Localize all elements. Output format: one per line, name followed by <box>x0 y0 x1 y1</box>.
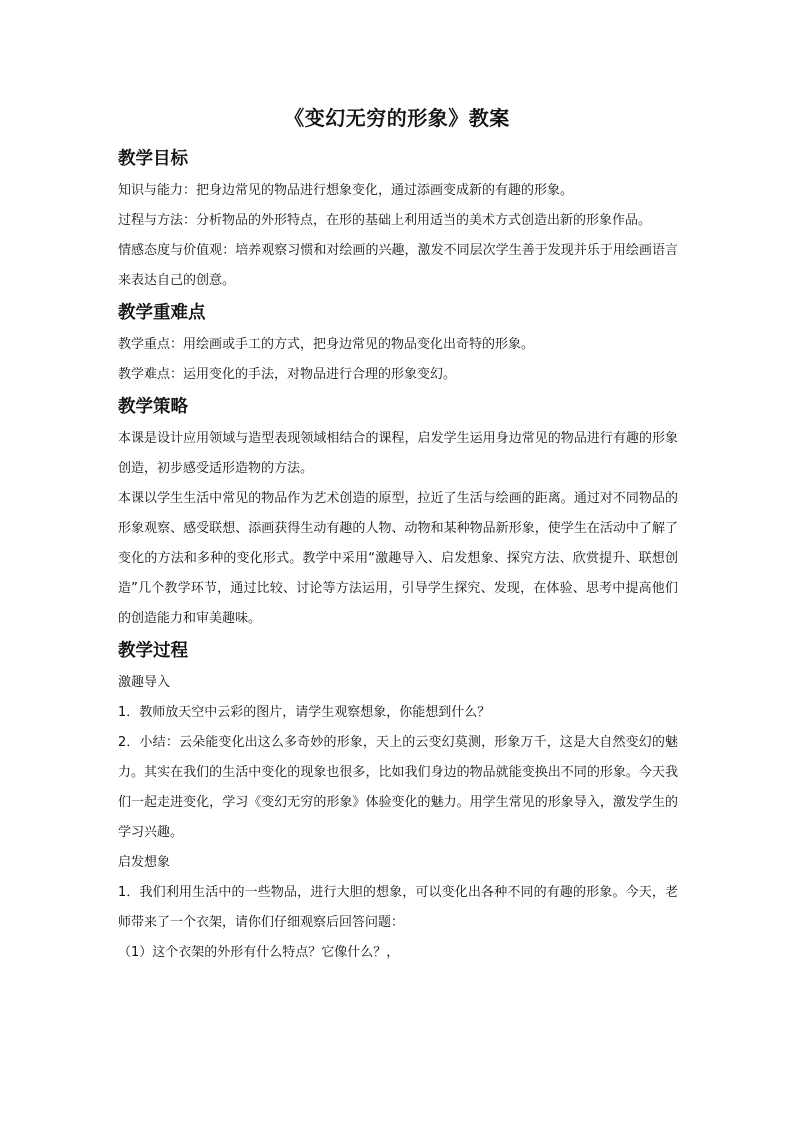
subheading-intro: 激趣导入 <box>118 675 171 690</box>
paragraph: 教学难点：运用变化的手法，对物品进行合理的形象变幻。 <box>118 367 457 382</box>
document-body <box>118 142 678 968</box>
paragraph: 过程与方法：分析物品的外形特点，在形的基础上利用适当的美术方式创造出新的形象作品。 <box>118 213 652 228</box>
paragraph: 1．我们利用生活中的一些物品，进行大胆的想象，可以变化出各种不同的有趣的形象。今天，老师带来了一个衣架，请你们仔细观察后回答问题： <box>118 885 678 930</box>
paragraph: 本课以学生生活中常见的物品作为艺术创造的原型，拉近了生活与绘画的距离。通过对不同物品的形象观察、感受联想、添画获得生动有趣的人物、动物和某种物品新形象，使学生在活动中了解了变化的方法和多种的变化形式。教学中采用“激趣导入、启发想象、探究方法、欣赏提升、联想创造”几个教学环节，通过比较、讨论等方法运用，引导学生探究、发现，在体验、思考中提高他们的创造能力和审美趣味。 <box>118 491 678 626</box>
paragraph: 教学重点：用绘画或手工的方式，把身边常见的物品变化出奇特的形象。 <box>118 337 535 352</box>
section-heading-objectives: 教学目标 <box>118 149 188 169</box>
paragraph: 1．教师放天空中云彩的图片，请学生观察想象，你能想到什么？ <box>118 705 491 720</box>
paragraph: 知识与能力：把身边常见的物品进行想象变化，通过添画变成新的有趣的形象。 <box>118 183 574 198</box>
document-title: 《变幻无穷的形象》教案 <box>284 106 510 130</box>
paragraph: 情感态度与价值观：培养观察习惯和对绘画的兴趣，激发不同层次学生善于发现并乐于用绘画语言来表达自己的创意。 <box>118 243 678 288</box>
section-heading-key-points: 教学重难点 <box>118 303 206 323</box>
section-heading-strategy: 教学策略 <box>118 397 188 417</box>
subheading-imagination: 启发想象 <box>118 855 171 870</box>
section-heading-process: 教学过程 <box>118 641 188 661</box>
paragraph: （1）这个衣架的外形有什么特点？它像什么？， <box>118 945 400 960</box>
paragraph: 本课是设计应用领域与造型表现领域相结合的课程，启发学生运用身边常见的物品进行有趣的形象创造，初步感受适形造物的方法。 <box>118 431 678 476</box>
paragraph: 2．小结：云朵能变化出这么多奇妙的形象，天上的云变幻莫测，形象万千，这是大自然变幻的魅力。其实在我们的生活中变化的现象也很多，比如我们身边的物品就能变换出不同的形象。今天我们一起走进变化，学习《变幻无穷的形象》体验变化的魅力。用学生常见的形象导入，激发学生的学习兴趣。 <box>118 735 678 840</box>
